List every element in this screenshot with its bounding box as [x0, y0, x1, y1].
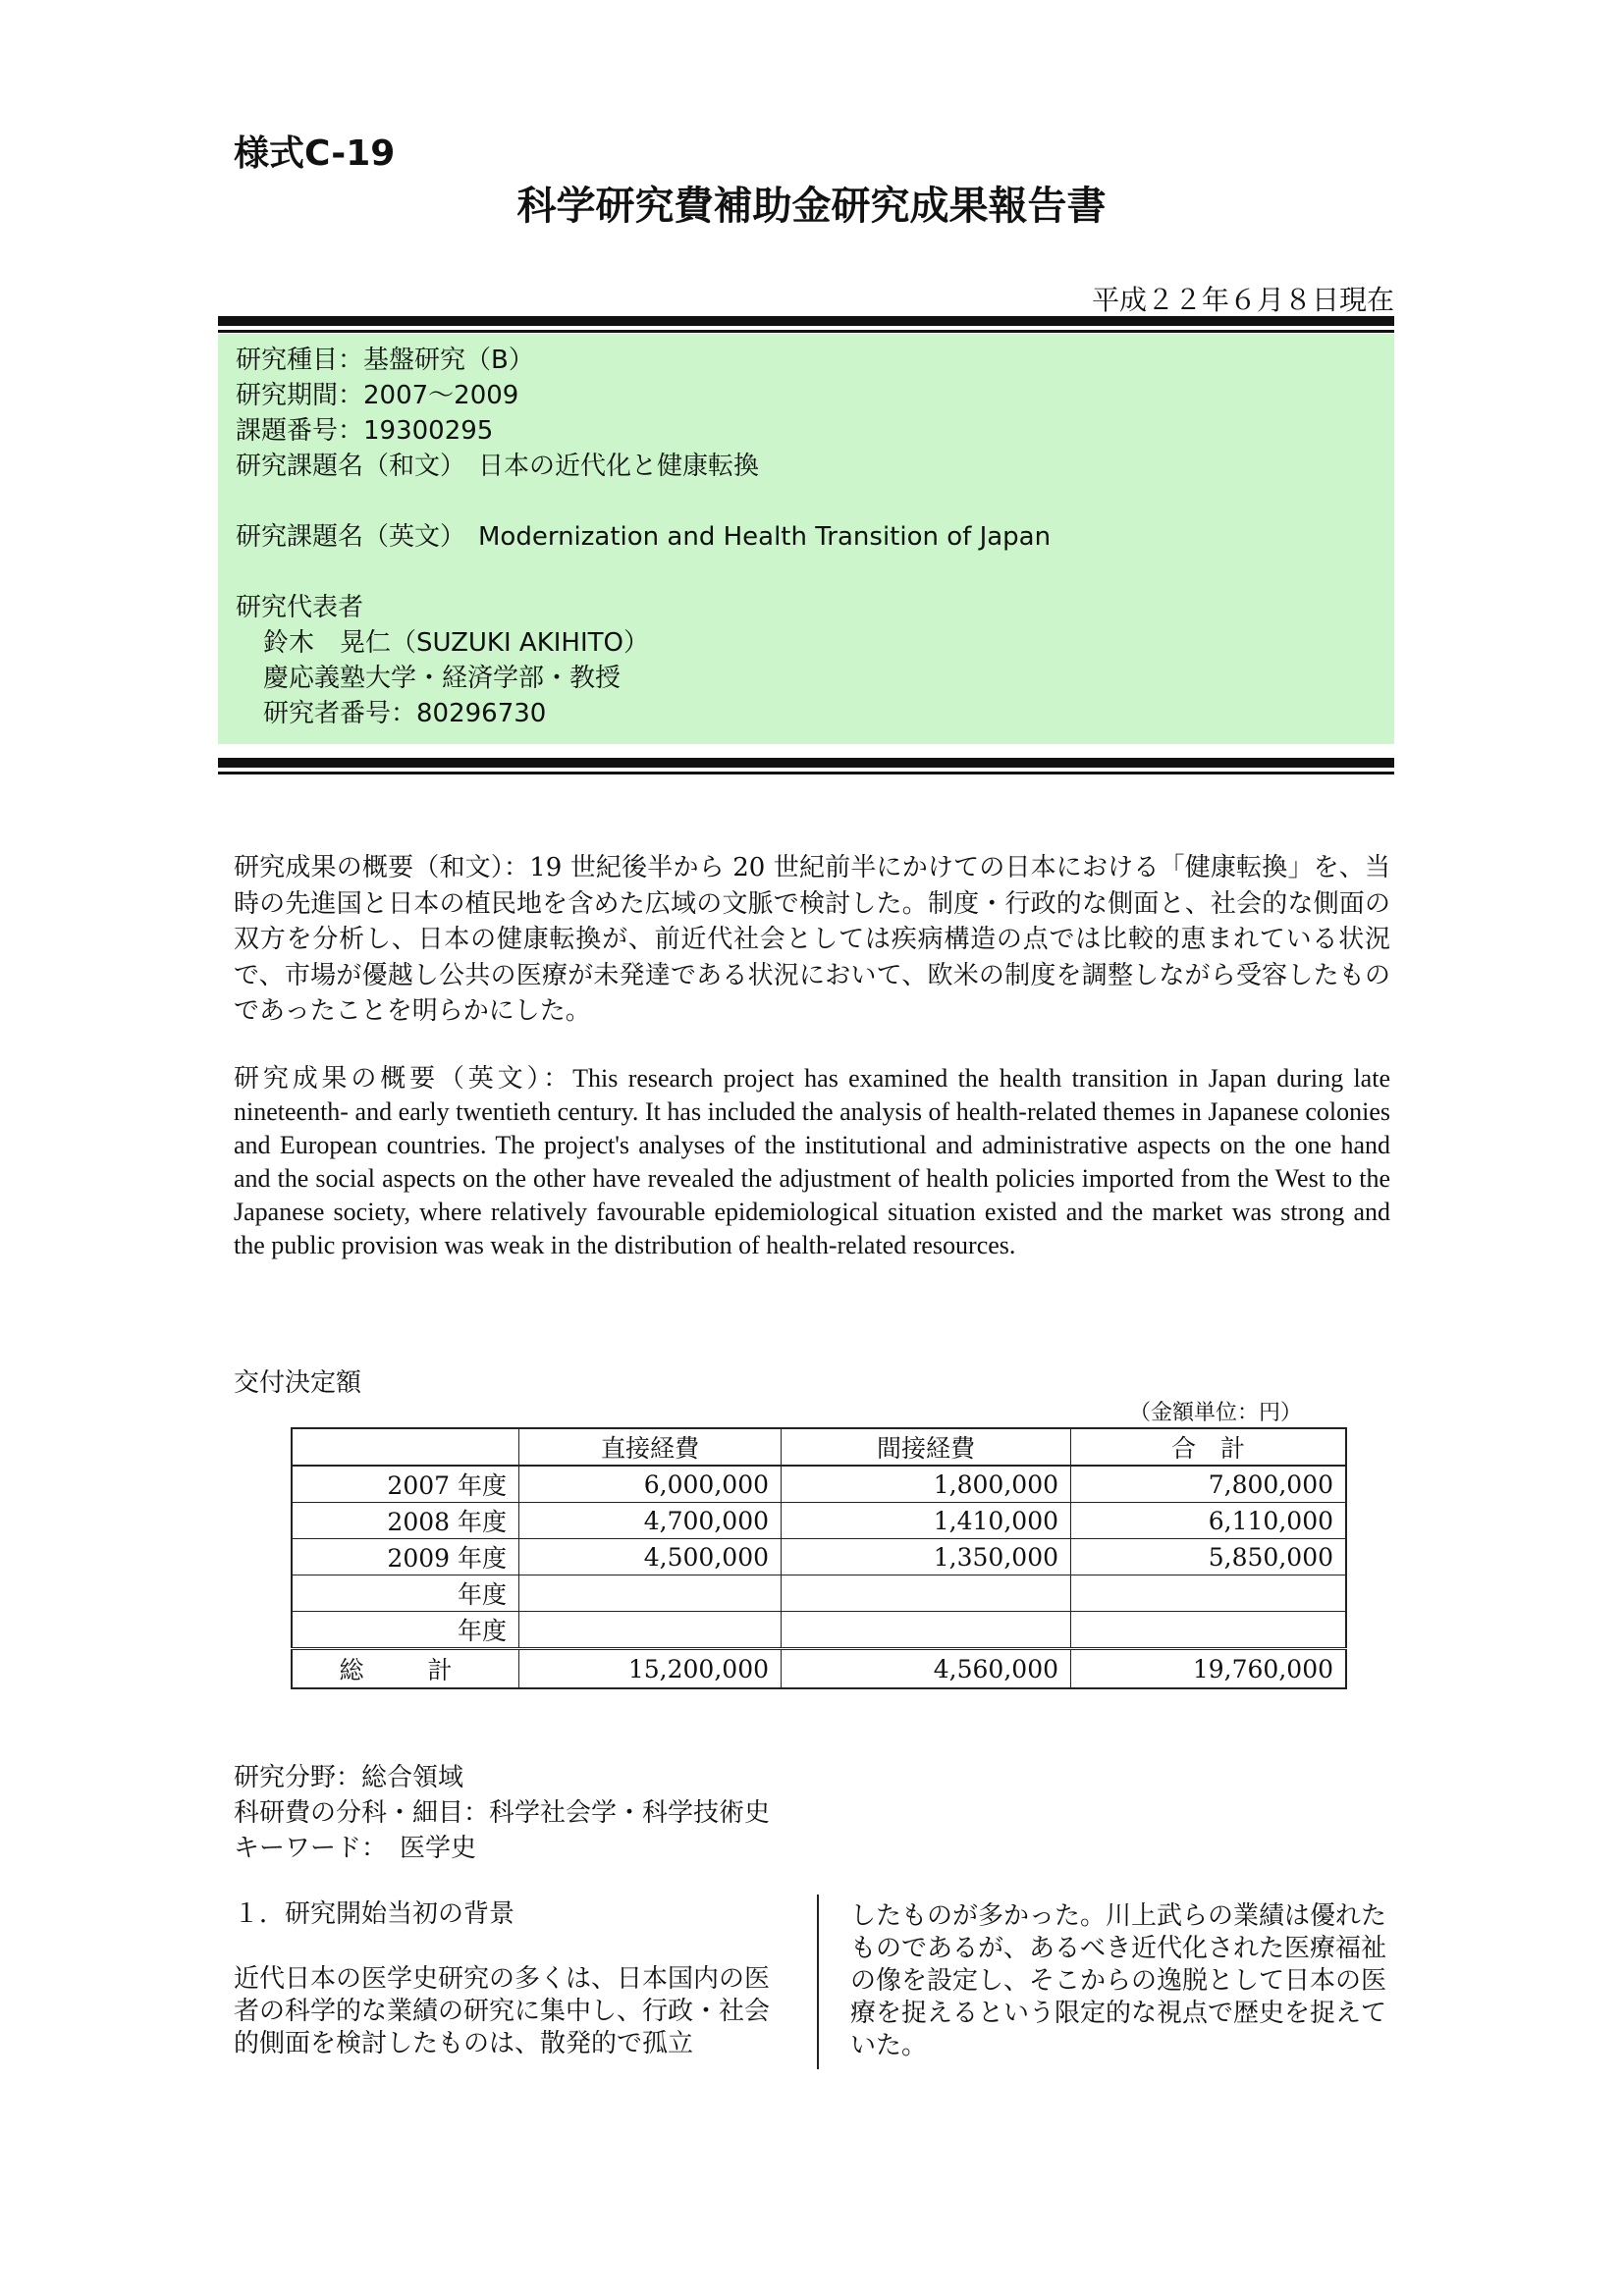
researcher-number: 研究者番号：80296730	[263, 699, 547, 728]
budget-unit-note: （金額単位：円）	[1129, 1401, 1303, 1425]
summary-english: 研究成果の概要（英文）：This research project has examined the health transition in Japan during late nineteenth- and early twentieth century. It has included the analysis of health-related themes in Japanese colonies and European countries. The project's analyses of the institutional and administrative aspects on the one hand and the social aspects on the other have revealed the adjustment of health policies imported from the West to the Japanese society, where relatively favourable epidemiological situation existed and the market was strong and the public provision was weak in the distribution of health-related resources.	[234, 1064, 1390, 1259]
table-header-cell: 合 計	[1071, 1428, 1347, 1466]
top-rule-thin	[218, 330, 1394, 333]
table-cell: 1,410,000	[782, 1503, 1071, 1539]
table-row	[292, 1575, 1346, 1612]
table-cell	[1071, 1612, 1347, 1649]
summary-japanese: 研究成果の概要（和文）：19 世紀後半から 20 世紀前半にかけての日本における「健康転換」を、当時の先進国と日本の植民地を含めた広域の文脈で検討した。制度・行政的な側面と、社会的な側面の双方を分析し、日本の健康転換が、前近代社会としては疾病構造の点では比較的恵まれている状況で、市場が優越し公共の医療が未発達である状況において、欧米の制度を調整しながら受容したものであったことを明らかにした。	[234, 853, 1390, 1026]
table-cell	[782, 1575, 1071, 1612]
table-cell-total-label: 総 計	[292, 1649, 519, 1689]
table-cell: 6,110,000	[1071, 1503, 1347, 1539]
page-title: 科学研究費補助金研究成果報告書	[516, 184, 1107, 229]
form-id: 様式C-19	[234, 133, 396, 174]
table-cell	[519, 1575, 782, 1612]
table-total-row	[292, 1649, 1346, 1689]
table-cell-year: 2007 年度	[292, 1466, 519, 1503]
table-row	[292, 1503, 1346, 1539]
table-header-cell	[292, 1428, 519, 1466]
project-title-jp: 研究課題名（和文） 日本の近代化と健康転換	[236, 452, 760, 481]
representative-affiliation: 慶応義塾大学・経済学部・教授	[263, 664, 622, 693]
budget-table	[291, 1427, 1347, 1689]
table-row	[292, 1466, 1346, 1503]
table-cell-year: 2008 年度	[292, 1503, 519, 1539]
table-cell-total: 19,760,000	[1071, 1649, 1347, 1689]
bottom-rule-thin	[218, 772, 1394, 774]
representative-label: 研究代表者	[236, 593, 364, 622]
table-cell: 7,800,000	[1071, 1466, 1347, 1503]
research-field: 研究分野：総合領域	[234, 1763, 464, 1792]
keywords: キーワード： 医学史	[234, 1834, 477, 1863]
table-header-row	[292, 1428, 1346, 1466]
table-header-cell: 間接経費	[782, 1428, 1071, 1466]
table-cell: 4,700,000	[519, 1503, 782, 1539]
project-number: 課題番号：19300295	[236, 416, 494, 446]
bottom-rule-thick	[218, 758, 1394, 768]
table-cell: 1,800,000	[782, 1466, 1071, 1503]
research-subfield: 科研費の分科・細目：科学社会学・科学技術史	[234, 1798, 771, 1828]
table-cell	[782, 1612, 1071, 1649]
column-divider	[817, 1895, 819, 2069]
research-category: 研究種目：基盤研究（B）	[236, 346, 534, 375]
budget-heading: 交付決定額	[234, 1368, 362, 1398]
as-of-date: 平成２２年６月８日現在	[1091, 284, 1394, 316]
research-period: 研究期間：2007～2009	[236, 381, 519, 410]
table-cell: 1,350,000	[782, 1539, 1071, 1575]
table-header-cell: 直接経費	[519, 1428, 782, 1466]
section-heading: １．研究開始当初の背景	[234, 1899, 515, 1929]
table-cell: 6,000,000	[519, 1466, 782, 1503]
table-cell	[519, 1612, 782, 1649]
representative-name: 鈴木 晃仁（SUZUKI AKIHITO）	[263, 628, 649, 658]
table-cell: 5,850,000	[1071, 1539, 1347, 1575]
table-row	[292, 1539, 1346, 1575]
table-cell-year: 年度	[292, 1612, 519, 1649]
table-cell	[1071, 1575, 1347, 1612]
table-cell-year: 2009 年度	[292, 1539, 519, 1575]
section-body-right: したものが多かった。川上武らの業績は優れたものであるが、あるべき近代化された医療福祉の像を設定し、そこからの逸脱として日本の医療を捉えるという限定的な視点で歴史を捉えていた。	[850, 1901, 1387, 2060]
table-cell: 4,500,000	[519, 1539, 782, 1575]
table-cell-total: 4,560,000	[782, 1649, 1071, 1689]
top-rule-thick	[218, 316, 1394, 326]
table-row	[292, 1612, 1346, 1649]
section-body-left: 近代日本の医学史研究の多くは、日本国内の医者の科学的な業績の研究に集中し、行政・社会的側面を検討したものは、散発的で孤立	[234, 1964, 771, 2058]
table-cell-year: 年度	[292, 1575, 519, 1612]
project-title-en: 研究課題名（英文） Modernization and Health Transition of Japan	[236, 522, 1052, 552]
table-cell-total: 15,200,000	[519, 1649, 782, 1689]
